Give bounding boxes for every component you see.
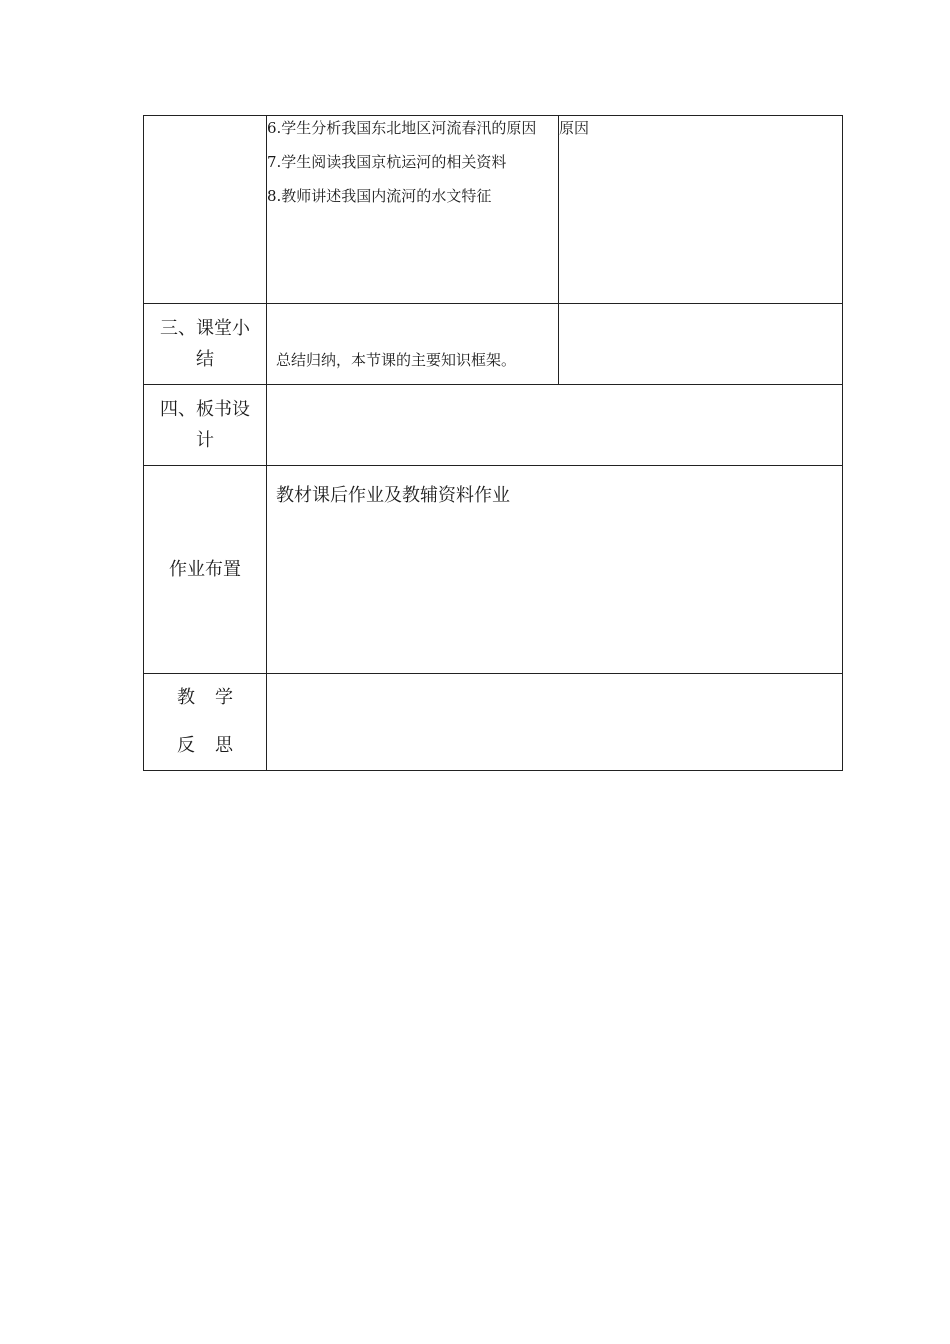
lesson-plan-table (143, 115, 843, 771)
activity-item: 6.学生分析我国东北地区河流春汛的原因 (267, 119, 537, 137)
activity-item: 8.教师讲述我国内流河的水文特征 (267, 187, 492, 205)
reflection-label (144, 674, 267, 771)
activity-item: 7.学生阅读我国京杭运河的相关资料 (267, 153, 507, 171)
activities-row (144, 116, 843, 304)
reflection-content (267, 674, 843, 771)
activities-label-cell (144, 116, 267, 304)
board-row (144, 385, 843, 466)
summary-label: 三、课堂小结 (144, 304, 267, 385)
reflection-label-line2: 反思 (177, 735, 253, 756)
activities-cell (267, 116, 559, 304)
activities-note-cell (559, 116, 843, 304)
summary-note-cell (559, 304, 843, 385)
board-label: 四、板书设计 (144, 385, 267, 466)
activities-note: 原因 (559, 119, 590, 137)
homework-row (144, 466, 843, 674)
board-content (267, 385, 843, 466)
homework-content: 教材课后作业及教辅资料作业 (267, 466, 843, 674)
reflection-row (144, 674, 843, 771)
reflection-label-line1: 教学 (177, 687, 253, 708)
homework-label: 作业布置 (144, 466, 267, 674)
summary-content: 总结归纳，本节课的主要知识框架。 (267, 304, 559, 385)
summary-row (144, 304, 843, 385)
